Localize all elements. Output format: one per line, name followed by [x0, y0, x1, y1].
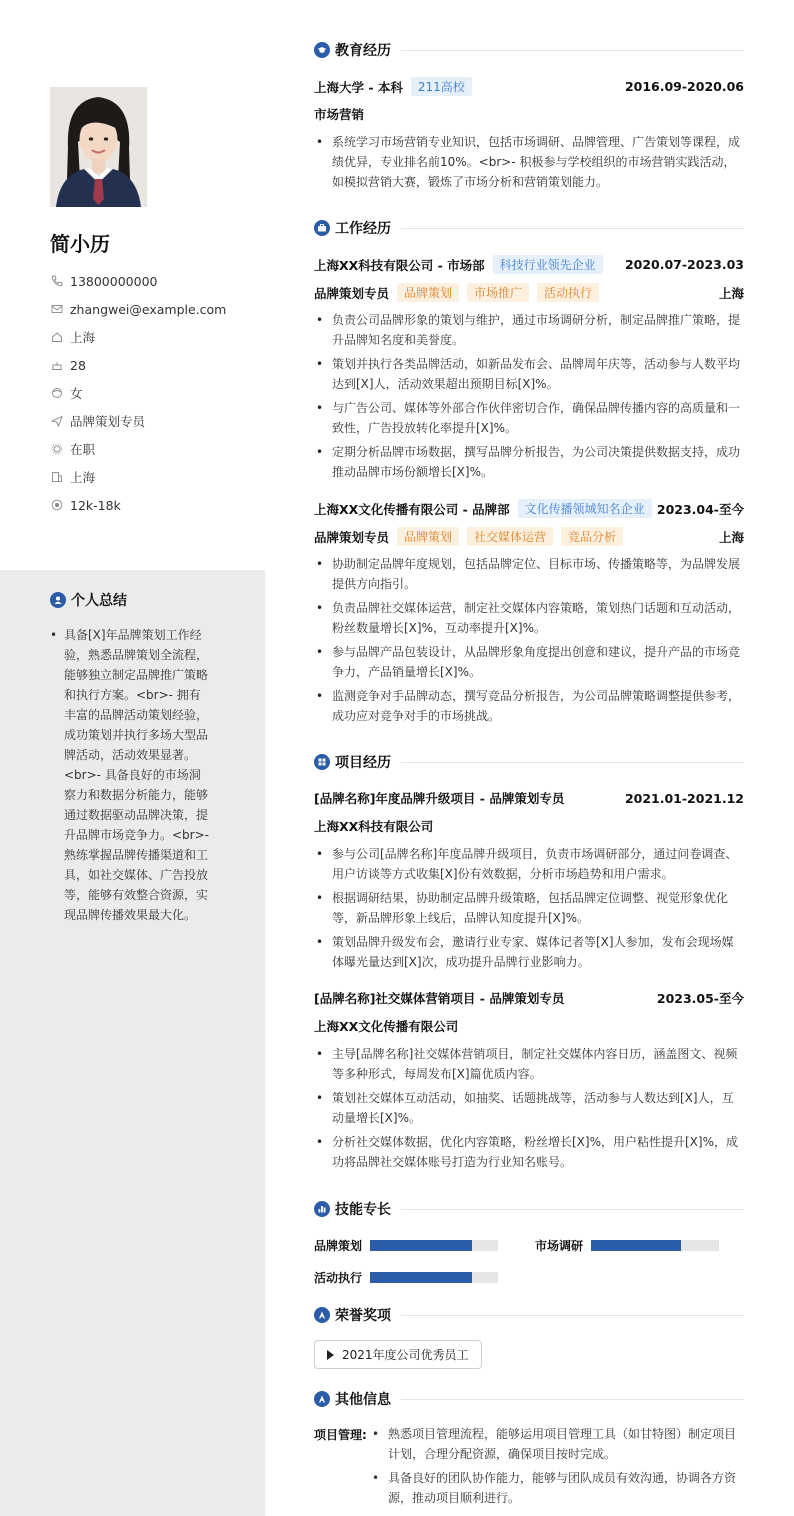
- project-org: 上海XX文化传播有限公司: [314, 1019, 459, 1034]
- section-divider: [401, 1399, 744, 1400]
- project-1-header: [314, 789, 744, 807]
- award-icon: [314, 1307, 330, 1323]
- list-item: • 负责公司品牌形象的策划与维护，通过市场调研分析，制定品牌推广策略，提升品牌知名度和美誉度。: [314, 310, 744, 350]
- section-divider: [401, 762, 744, 763]
- list-item: • 策划品牌升级发布会，邀请行业专家、媒体记者等[X]人参加，发布会现场媒体曝光量达到[X]次，成功提升品牌行业影响力。: [314, 932, 744, 972]
- other-label: 项目管理:: [314, 1428, 367, 1442]
- list-item: • 系统学习市场营销专业知识，包括市场调研、品牌管理、广告策划等课程，成绩优异，专业排名前10%。<br>- 积极参与学校组织的市场营销实践活动，如模拟营销大赛，锻炼了市场分析和营销策划能力。: [314, 132, 744, 192]
- gender-value: 女: [70, 386, 83, 401]
- gender-icon: [50, 386, 64, 400]
- education-row: [314, 77, 744, 96]
- job-2-header: [314, 499, 744, 518]
- work-heading: [314, 218, 744, 238]
- skill-tag: 品牌策划: [397, 283, 459, 302]
- awards-heading: [314, 1305, 744, 1325]
- skill-bar: [370, 1240, 498, 1251]
- list-item: • 定期分析品牌市场数据，撰写品牌分析报告，为公司决策提供数据支持，成功推动品牌市场份额增长[X]%。: [314, 442, 744, 482]
- skill-tag: 社交媒体运营: [467, 527, 553, 546]
- coin-icon: [50, 498, 64, 512]
- project-period: 2021.01-2021.12: [624, 790, 744, 806]
- skill-tag: 市场推广: [467, 283, 529, 302]
- project-1-bullets: [314, 844, 744, 976]
- project-name: [品牌名称]年度品牌升级项目 - 品牌策划专员: [314, 791, 565, 806]
- summary-text: 具备[X]年品牌策划工作经验，熟悉品牌策划全流程，能够独立制定品牌推广策略和执行方案。<br>- 拥有丰富的品牌活动策划经验，成功策划并执行多场大型品牌活动，活动效果显著。<br>- 具备良好的市场洞察力和数据分析能力，能够通过数据驱动品牌决策，提升品牌市场竞争力。<br>- 熟练掌握品牌传播渠道和工具，如社交媒体、广告投放等，能够有效整合资源，实现品牌传播效果最大化。: [64, 628, 209, 922]
- section-divider: [401, 50, 744, 51]
- job-company: 上海XX科技有限公司 - 市场部: [314, 257, 485, 273]
- sun-icon: [50, 442, 64, 456]
- mail-icon: [50, 302, 64, 316]
- school-name: 上海大学 - 本科: [314, 79, 403, 95]
- position-value: 品牌策划专员: [70, 414, 146, 429]
- skills-heading: [314, 1199, 744, 1219]
- location-value: 上海: [70, 330, 96, 345]
- info-salary: [50, 491, 260, 519]
- project-name: [品牌名称]社交媒体营销项目 - 品牌策划专员: [314, 991, 565, 1006]
- education-period: 2016.09-2020.06: [624, 79, 744, 94]
- section-divider: [401, 1315, 744, 1316]
- project-2-org: [314, 1017, 744, 1035]
- education-heading: [314, 40, 744, 60]
- age-value: 28: [70, 357, 86, 373]
- list-item: • 熟悉项目管理流程，能够运用项目管理工具（如甘特图）制定项目计划，合理分配资源，确保项目按时完成。: [370, 1424, 744, 1464]
- info-city: [50, 463, 260, 491]
- info-age: [50, 351, 260, 379]
- company-tag: 文化传播领域知名企业: [518, 499, 652, 518]
- projects-title: 项目经历: [335, 755, 391, 771]
- skill-bar-fill: [370, 1272, 472, 1283]
- job-period: 2023.04-至今: [656, 501, 744, 517]
- list-item: • 具备良好的团队协作能力，能够与团队成员有效沟通，协调各方资源，推动项目顺利进行。: [370, 1468, 744, 1508]
- info-status: [50, 435, 260, 463]
- project-1-org: [314, 817, 744, 835]
- project-org: 上海XX科技有限公司: [314, 819, 434, 834]
- list-item: • 策划社交媒体互动活动，如抽奖、话题挑战等，活动参与人数达到[X]人，互动量增长[X]%。: [314, 1088, 744, 1128]
- info-position: [50, 407, 260, 435]
- status-value: 在职: [70, 442, 96, 457]
- projects-heading: [314, 752, 744, 772]
- job-2-bullets: [314, 554, 744, 730]
- job-1-role: [314, 283, 744, 302]
- home-icon: [50, 330, 64, 344]
- info-gender: [50, 379, 260, 407]
- skill-tag: 活动执行: [537, 283, 599, 302]
- major-name: 市场营销: [314, 107, 365, 122]
- cake-icon: [50, 358, 64, 372]
- other-heading: [314, 1389, 744, 1409]
- job-1-bullets: [314, 310, 744, 486]
- graduation-cap-icon: [314, 42, 330, 58]
- job-city: 上海: [718, 529, 744, 545]
- skill-name: 活动执行: [314, 1271, 363, 1285]
- send-icon: [50, 414, 64, 428]
- email-value: zhangwei@example.com: [70, 301, 227, 317]
- list-item: • 监测竞争对手品牌动态，撰写竞品分析报告，为公司品牌策略调整提供参考，成功应对竞争对手的市场挑战。: [314, 686, 744, 726]
- other-bullets: [370, 1424, 744, 1512]
- candidate-name: 简小历: [50, 232, 110, 256]
- grid-icon: [314, 754, 330, 770]
- list-item: • 协助制定品牌年度规划，包括品牌定位、目标市场、传播策略等，为品牌发展提供方向指引。: [314, 554, 744, 594]
- skill-name: 市场调研: [535, 1239, 584, 1253]
- company-tag: 科技行业领先企业: [493, 255, 603, 274]
- section-divider: [401, 228, 744, 229]
- skills-title: 技能专长: [335, 1202, 391, 1218]
- skill-bar: [591, 1240, 719, 1251]
- award-toggle-button[interactable]: [314, 1340, 482, 1369]
- info-location: [50, 323, 260, 351]
- skill-name: 品牌策划: [314, 1239, 363, 1253]
- other-title: 其他信息: [335, 1392, 391, 1408]
- work-title: 工作经历: [335, 221, 391, 237]
- summary-item: • 具备[X]年品牌策划工作经验，熟悉品牌策划全流程，能够独立制定品牌推广策略和执行方案。<br>- 拥有丰富的品牌活动策划经验，成功策划并执行多场大型品牌活动，活动效果显著。<br>- 具备良好的市场洞察力和数据分析能力，能够通过数据驱动品牌决策，提升品牌市场竞争力。<br>- 熟练掌握品牌传播渠道和工具，如社交媒体、广告投放等，能够有效整合资源，实现品牌传播效果最大化。: [50, 628, 209, 922]
- school-tag: 211高校: [411, 77, 472, 96]
- summary-heading: [50, 590, 127, 610]
- user-icon: [50, 592, 66, 608]
- list-item: • 分析社交媒体数据，优化内容策略，粉丝增长[X]%，用户粘性提升[X]%，成功将品牌社交媒体账号打造为行业知名账号。: [314, 1132, 744, 1172]
- salary-value: 12k-18k: [70, 497, 121, 513]
- avatar: [50, 87, 147, 207]
- job-company: 上海XX文化传播有限公司 - 品牌部: [314, 501, 510, 517]
- project-2-bullets: [314, 1044, 744, 1176]
- play-triangle-icon: [327, 1350, 334, 1360]
- contact-info-list: [50, 267, 260, 519]
- awards-title: 荣誉奖项: [335, 1308, 391, 1324]
- job-role: 品牌策划专员: [314, 529, 390, 545]
- job-1-header: [314, 255, 744, 274]
- info-icon: [314, 1391, 330, 1407]
- skill-bar-fill: [591, 1240, 681, 1251]
- skill-bar-fill: [370, 1240, 472, 1251]
- award-label: 2021年度公司优秀员工: [342, 1348, 469, 1362]
- major-row: [314, 105, 744, 123]
- list-item: • 负责品牌社交媒体运营，制定社交媒体内容策略，策划热门话题和互动活动，粉丝数量增长[X]%，互动率提升[X]%。: [314, 598, 744, 638]
- education-bullets: [314, 132, 744, 196]
- job-city: 上海: [718, 285, 744, 301]
- phone-icon: [50, 274, 64, 288]
- briefcase-icon: [314, 220, 330, 236]
- city-value: 上海: [70, 470, 96, 485]
- info-phone: [50, 267, 260, 295]
- list-item: • 主导[品牌名称]社交媒体营销项目，制定社交媒体内容日历，涵盖图文、视频等多种形式，每周发布[X]篇优质内容。: [314, 1044, 744, 1084]
- skill-item: [535, 1237, 719, 1254]
- skill-tag: 品牌策划: [397, 527, 459, 546]
- job-period: 2020.07-2023.03: [624, 257, 744, 272]
- skill-item: [314, 1269, 498, 1286]
- building-icon: [50, 470, 64, 484]
- skill-item: [314, 1237, 498, 1254]
- list-item: • 策划并执行各类品牌活动，如新品发布会、品牌周年庆等，活动参与人数平均达到[X]人，活动效果超出预期目标[X]%。: [314, 354, 744, 394]
- avatar-photo-illustration: [50, 87, 147, 207]
- job-role: 品牌策划专员: [314, 285, 390, 301]
- info-email: [50, 295, 260, 323]
- phone-value: 13800000000: [70, 273, 158, 289]
- job-2-role: [314, 527, 744, 546]
- summary-list: [50, 625, 210, 925]
- skill-bar: [370, 1272, 498, 1283]
- section-divider: [401, 1209, 744, 1210]
- list-item: • 参与公司[品牌名称]年度品牌升级项目，负责市场调研部分，通过问卷调查、用户访谈等方式收集[X]份有效数据，分析市场趋势和用户需求。: [314, 844, 744, 884]
- list-item: • 与广告公司、媒体等外部合作伙伴密切合作，确保品牌传播内容的高质量和一致性，广告投放转化率提升[X]%。: [314, 398, 744, 438]
- project-2-header: [314, 989, 744, 1007]
- bar-chart-icon: [314, 1201, 330, 1217]
- list-item: • 参与品牌产品包装设计，从品牌形象角度提出创意和建议，提升产品的市场竞争力，产品销量增长[X]%。: [314, 642, 744, 682]
- summary-title: 个人总结: [71, 593, 127, 609]
- project-period: 2023.05-至今: [656, 991, 744, 1006]
- list-item: • 根据调研结果，协助制定品牌升级策略，包括品牌定位调整、视觉形象优化等，新品牌形象上线后，品牌认知度提升[X]%。: [314, 888, 744, 928]
- skill-tag: 竞品分析: [561, 527, 623, 546]
- education-title: 教育经历: [335, 43, 391, 59]
